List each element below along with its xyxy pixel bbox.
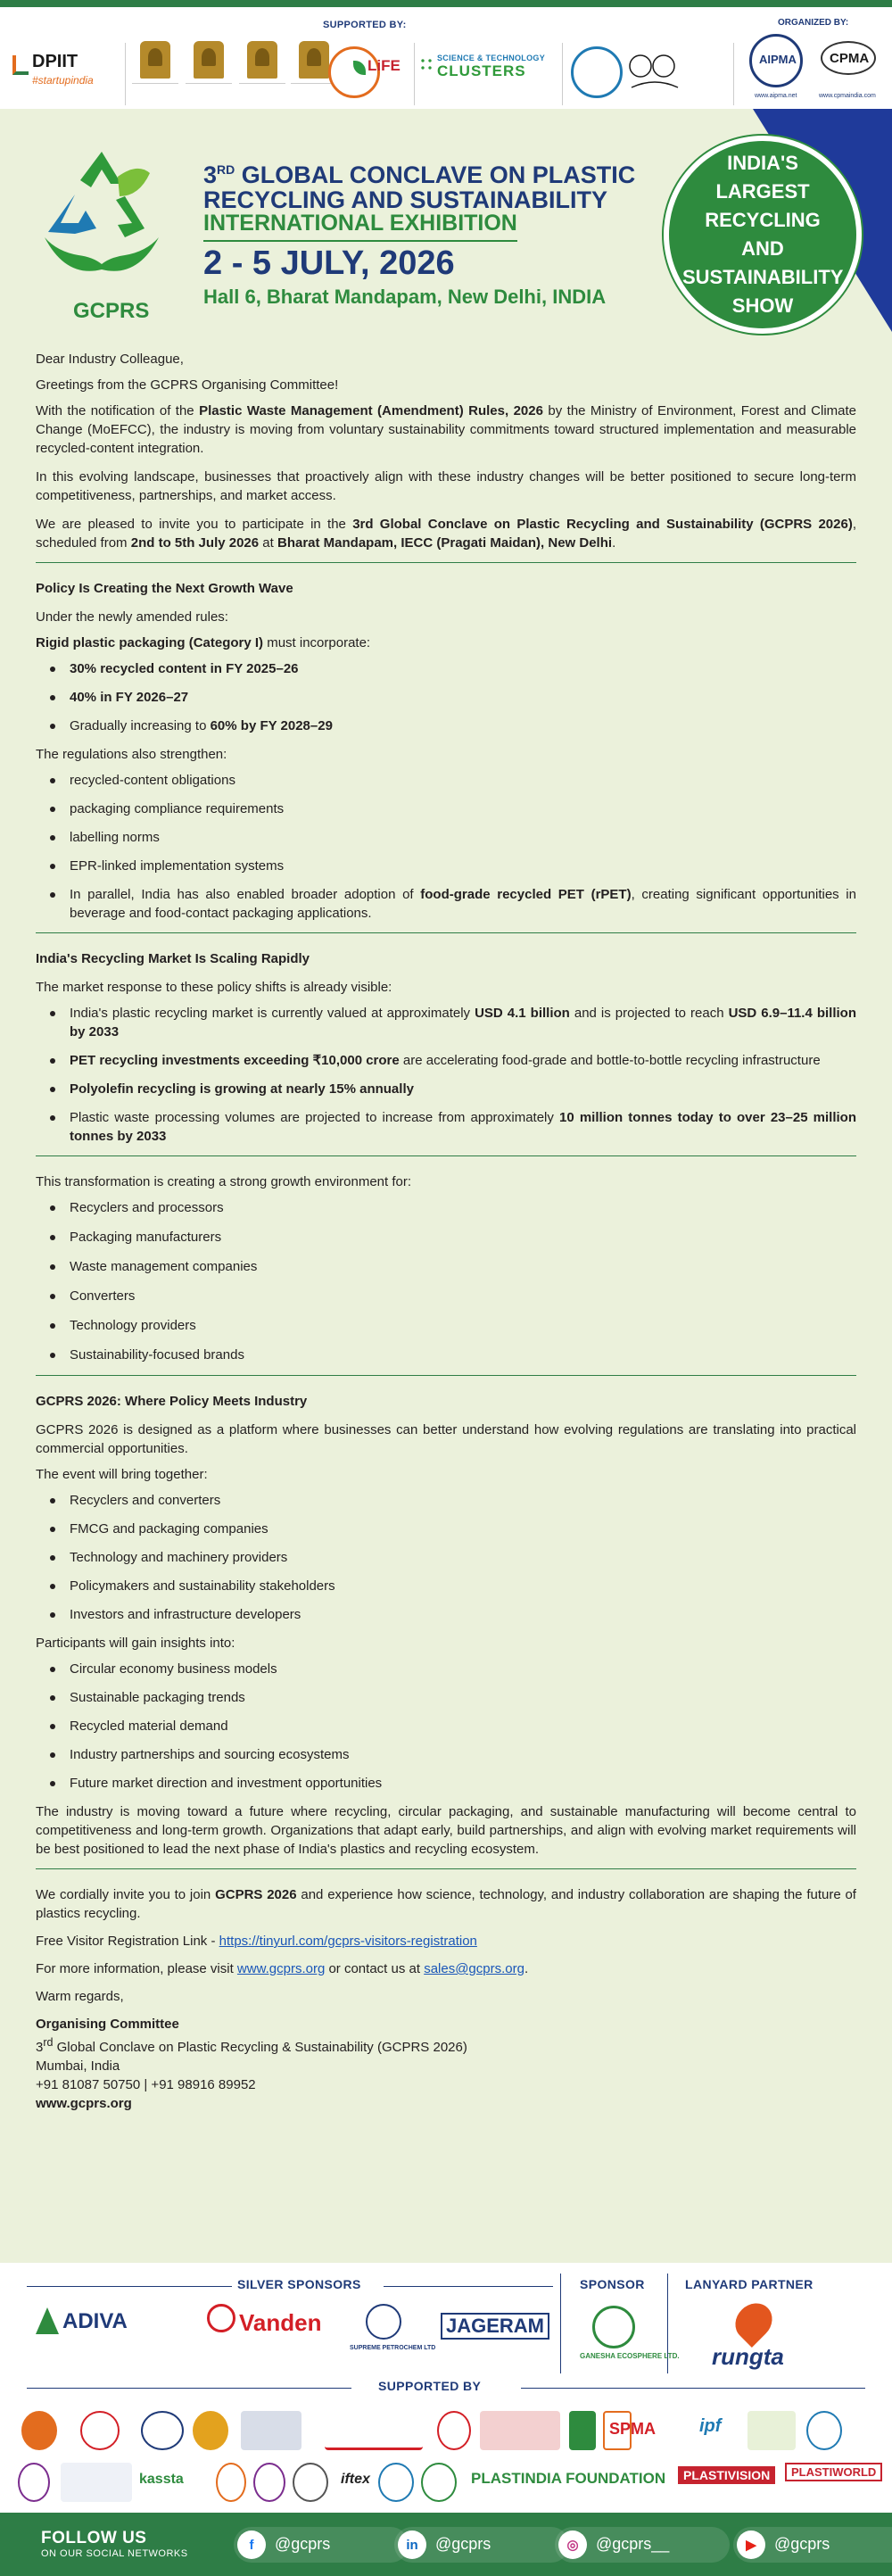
supported-by-label: SUPPORTED BY [378, 2379, 482, 2393]
invitation-paragraph: We are pleased to invite you to participate in the 3rd Global Conclave on Plastic Recycling and Sustainability (GCPRS 2026), scheduled from 2nd to 5th July 2026 at Bharat Mandapam, IECC (Pragati Maidan), New Delhi. [36, 517, 856, 551]
aipma-logo: AIPMA [749, 34, 803, 87]
registration-line: Free Visitor Registration Link - https://tinyurl.com/gcprs-visitors-registration [36, 1934, 477, 1949]
social-handle: @gcprs [435, 2535, 491, 2553]
institute-seal-logo [571, 46, 623, 98]
lanyard-partner-label: LANYARD PARTNER [685, 2277, 814, 2291]
market-section-title: India's Recycling Market Is Scaling Rapidly [36, 951, 310, 966]
market-intro: The market response to these policy shifts is already visible: [36, 980, 392, 995]
rungta-logo: rungta [712, 2343, 784, 2370]
landscape-paragraph: In this evolving landscape, businesses that proactively align with these industry changes will be better positioned to secure long-term competitiveness, partnerships, and market access. [36, 469, 856, 503]
ganesha-logo: GANESHA ECOSPHERE LTD. [580, 2352, 680, 2360]
regulation-list [36, 771, 856, 923]
cpma-logo: CPMA [821, 41, 876, 75]
rungta-icon [728, 2296, 780, 2348]
cordial-invite: We cordially invite you to join GCPRS 2026 and experience how science, technology, and industry collaboration are shaping the future of plastics recycling. [36, 1887, 856, 1921]
recycled-content-targets [36, 659, 856, 735]
ministry-logo [628, 50, 681, 95]
youtube-icon: ▶ [737, 2530, 765, 2559]
section-divider [36, 1375, 856, 1376]
event-section-title: GCPRS 2026: Where Policy Meets Industry [36, 1394, 308, 1409]
social-handle: @gcprs [275, 2535, 331, 2553]
sponsor-label: SPONSOR [580, 2277, 645, 2291]
conclave-title: 3RD GLOBAL CONCLAVE ON PLASTIC RECYCLING AND SUSTAINABILITY [203, 162, 636, 213]
strengthen-intro: The regulations also strengthen: [36, 747, 227, 762]
list-item: Investors and infrastructure developers [36, 1605, 856, 1624]
market-list [36, 1004, 856, 1146]
exhibition-subtitle: INTERNATIONAL EXHIBITION [203, 211, 517, 242]
supported-by-label: SUPPORTED BY: [323, 20, 407, 30]
plastiworld-logo: PLASTIWORLD [785, 2463, 882, 2481]
greeting: Greetings from the GCPRS Organising Committee! [36, 377, 339, 393]
instagram-icon: ◎ [558, 2530, 587, 2559]
list-item: FMCG and packaging companies [36, 1520, 856, 1538]
website-link[interactable]: www.gcprs.org [236, 1961, 326, 1976]
growth-list [36, 1198, 856, 1364]
list-item: Polyolefin recycling is growing at nearly 15% annually [36, 1080, 856, 1098]
registration-link[interactable]: https://tinyurl.com/gcprs-visitors-registration [219, 1934, 477, 1949]
list-item: Technology and machinery providers [36, 1548, 856, 1567]
list-item: Industry partnerships and sourcing ecosystems [36, 1745, 856, 1764]
list-item: recycled-content obligations [36, 771, 856, 790]
spma-logo: SPMA [609, 2420, 657, 2438]
adiva-icon [36, 2307, 59, 2334]
ministry-emblem-icon [239, 41, 285, 105]
list-item: 40% in FY 2026–27 [36, 688, 856, 707]
list-item: Sustainable packaging trends [36, 1688, 856, 1707]
section-divider [36, 932, 856, 933]
event-venue: Hall 6, Bharat Mandapam, New Delhi, INDIA [203, 286, 607, 308]
list-item: packaging compliance requirements [36, 799, 856, 818]
plastivision-logo: PLASTIVISION [678, 2466, 775, 2484]
recycle-hands-icon [39, 145, 164, 278]
kassta-logo: kassta [139, 2472, 184, 2487]
list-item: 30% recycled content in FY 2025–26 [36, 659, 856, 678]
facebook-icon: f [237, 2530, 266, 2559]
intro-paragraph: With the notification of the Plastic Waste Management (Amendment) Rules, 2026 by the Ministry of Environment, Forest and Climate Change (MoEFCC), the industry is moving from voluntary sustainability commitments toward structured implementation and measurable recycled-content integration. [36, 403, 857, 456]
follow-us-label: FOLLOW US ON OUR SOCIAL NETWORKS [41, 2529, 188, 2559]
list-item: India's plastic recycling market is currently valued at approximately USD 4.1 billion and is projected to reach USD 6.9–11.4 billion by 2033 [36, 1004, 856, 1041]
clusters-logo: SCIENCE & TECHNOLOGY CLUSTERS [437, 54, 546, 79]
ministry-emblem-icon [186, 41, 232, 105]
email-link[interactable]: sales@gcprs.org [424, 1961, 524, 1976]
list-item: Waste management companies [36, 1257, 856, 1276]
list-item: labelling norms [36, 828, 856, 847]
salutation: Dear Industry Colleague, [36, 352, 184, 367]
list-item: Technology providers [36, 1316, 856, 1335]
list-item: Gradually increasing to 60% by FY 2028–29 [36, 716, 856, 735]
supreme-icon [366, 2304, 401, 2340]
list-item: Circular economy business models [36, 1660, 856, 1678]
cpma-url: www.cpmaindia.com [819, 93, 876, 99]
adiva-logo: ADIVA [62, 2309, 128, 2333]
ipf-logo: ipf [699, 2416, 722, 2436]
vanden-logo: Vanden [239, 2309, 322, 2336]
insights-list [36, 1660, 856, 1793]
aipma-url: www.aipma.net [755, 93, 797, 99]
list-item: Policymakers and sustainability stakeholders [36, 1577, 856, 1595]
clusters-icon [419, 57, 434, 71]
list-item: Packaging manufacturers [36, 1228, 856, 1247]
list-item: Sustainability-focused brands [36, 1346, 856, 1364]
section-divider [36, 1155, 856, 1156]
list-item: In parallel, India has also enabled broader adoption of food-grade recycled PET (rPET), creating significant opportunities in beverage and food-contact packaging applications. [36, 885, 856, 923]
vanden-icon [207, 2304, 235, 2332]
together-intro: The event will bring together: [36, 1467, 208, 1482]
list-item: Future market direction and investment opportunities [36, 1774, 856, 1793]
list-item: PET recycling investments exceeding ₹10,000 crore are accelerating food-grade and bottle-to-bottle recycling infrastructure [36, 1051, 856, 1070]
insights-intro: Participants will gain insights into: [36, 1636, 235, 1651]
life-logo: LiFE [368, 57, 401, 74]
event-dates: 2 - 5 JULY, 2026 [203, 244, 455, 282]
list-item: Converters [36, 1287, 856, 1305]
contact-line: For more information, please visit www.gcprs.org or contact us at sales@gcprs.org. [36, 1961, 529, 1976]
organized-by-label: ORGANIZED BY: [778, 18, 849, 28]
ministry-emblem-icon [132, 41, 178, 105]
rigid-packaging-line: Rigid plastic packaging (Category I) must incorporate: [36, 635, 371, 650]
letter-body [36, 350, 856, 2113]
policy-section-title: Policy Is Creating the Next Growth Wave [36, 581, 293, 596]
event-header [0, 109, 892, 332]
social-link-facebook[interactable] [234, 2527, 409, 2563]
gcprs-brand: GCPRS [73, 299, 150, 323]
dpiit-logo: DPIIT #startupindia [12, 52, 120, 93]
ganesha-icon [592, 2306, 635, 2348]
silver-sponsors-label: SILVER SPONSORS [237, 2277, 361, 2291]
closing-paragraph: The industry is moving toward a future where recycling, circular packaging, and sustainable manufacturing will become central to competitiveness and long-term growth. Organizations that adapt early, build partnerships, and align with evolving market requirements will be best positioned to lead the next phase of India's plastics and recycling ecosystem. [36, 1804, 856, 1857]
section-divider [36, 562, 856, 563]
event-intro: GCPRS 2026 is designed as a platform where businesses can better understand how evolving regulations are translating into practical commercial opportunities. [36, 1422, 856, 1456]
linkedin-icon: in [398, 2530, 426, 2559]
largest-show-badge: INDIA'S LARGEST RECYCLING AND SUSTAINABILITY SHOW [664, 136, 862, 334]
list-item: EPR-linked implementation systems [36, 857, 856, 875]
policy-intro: Under the newly amended rules: [36, 609, 228, 625]
invitation-block [36, 1885, 856, 2113]
iftex-logo: iftex [341, 2472, 370, 2487]
supporters-banner [0, 0, 892, 109]
social-link-linkedin[interactable] [394, 2527, 569, 2563]
social-footer [0, 2513, 892, 2576]
list-item: Recyclers and converters [36, 1491, 856, 1510]
sponsors-panel [0, 2263, 892, 2513]
list-item: Plastic waste processing volumes are projected to increase from approximately 10 million tonnes today to over 23–25 million tonnes by 2033 [36, 1108, 856, 1146]
supreme-logo: SUPREME PETROCHEM LTD [350, 2345, 436, 2351]
social-link-youtube[interactable] [733, 2527, 892, 2563]
plastindia-logo: PLASTINDIA FOUNDATION [471, 2470, 666, 2487]
social-link-instagram[interactable] [555, 2527, 730, 2563]
regards: Warm regards, [36, 1989, 124, 2004]
jageram-logo: JAGERAM [441, 2313, 549, 2340]
list-item: Recycled material demand [36, 1717, 856, 1735]
social-handle: @gcprs [774, 2535, 830, 2553]
section-divider [36, 1868, 856, 1869]
social-handle: @gcprs__ [596, 2535, 670, 2553]
signature: Organising Committee 3rd Global Conclave on Plastic Recycling & Sustainability (GCPRS 2026) Mumbai, India +91 81087 50750 | +91 98916 89952 www.gcprs.org [36, 2017, 467, 2111]
list-item: Recyclers and processors [36, 1198, 856, 1217]
attendee-list [36, 1491, 856, 1624]
supporter-logos-row-1 [18, 2411, 874, 2456]
growth-intro: This transformation is creating a strong growth environment for: [36, 1174, 412, 1189]
